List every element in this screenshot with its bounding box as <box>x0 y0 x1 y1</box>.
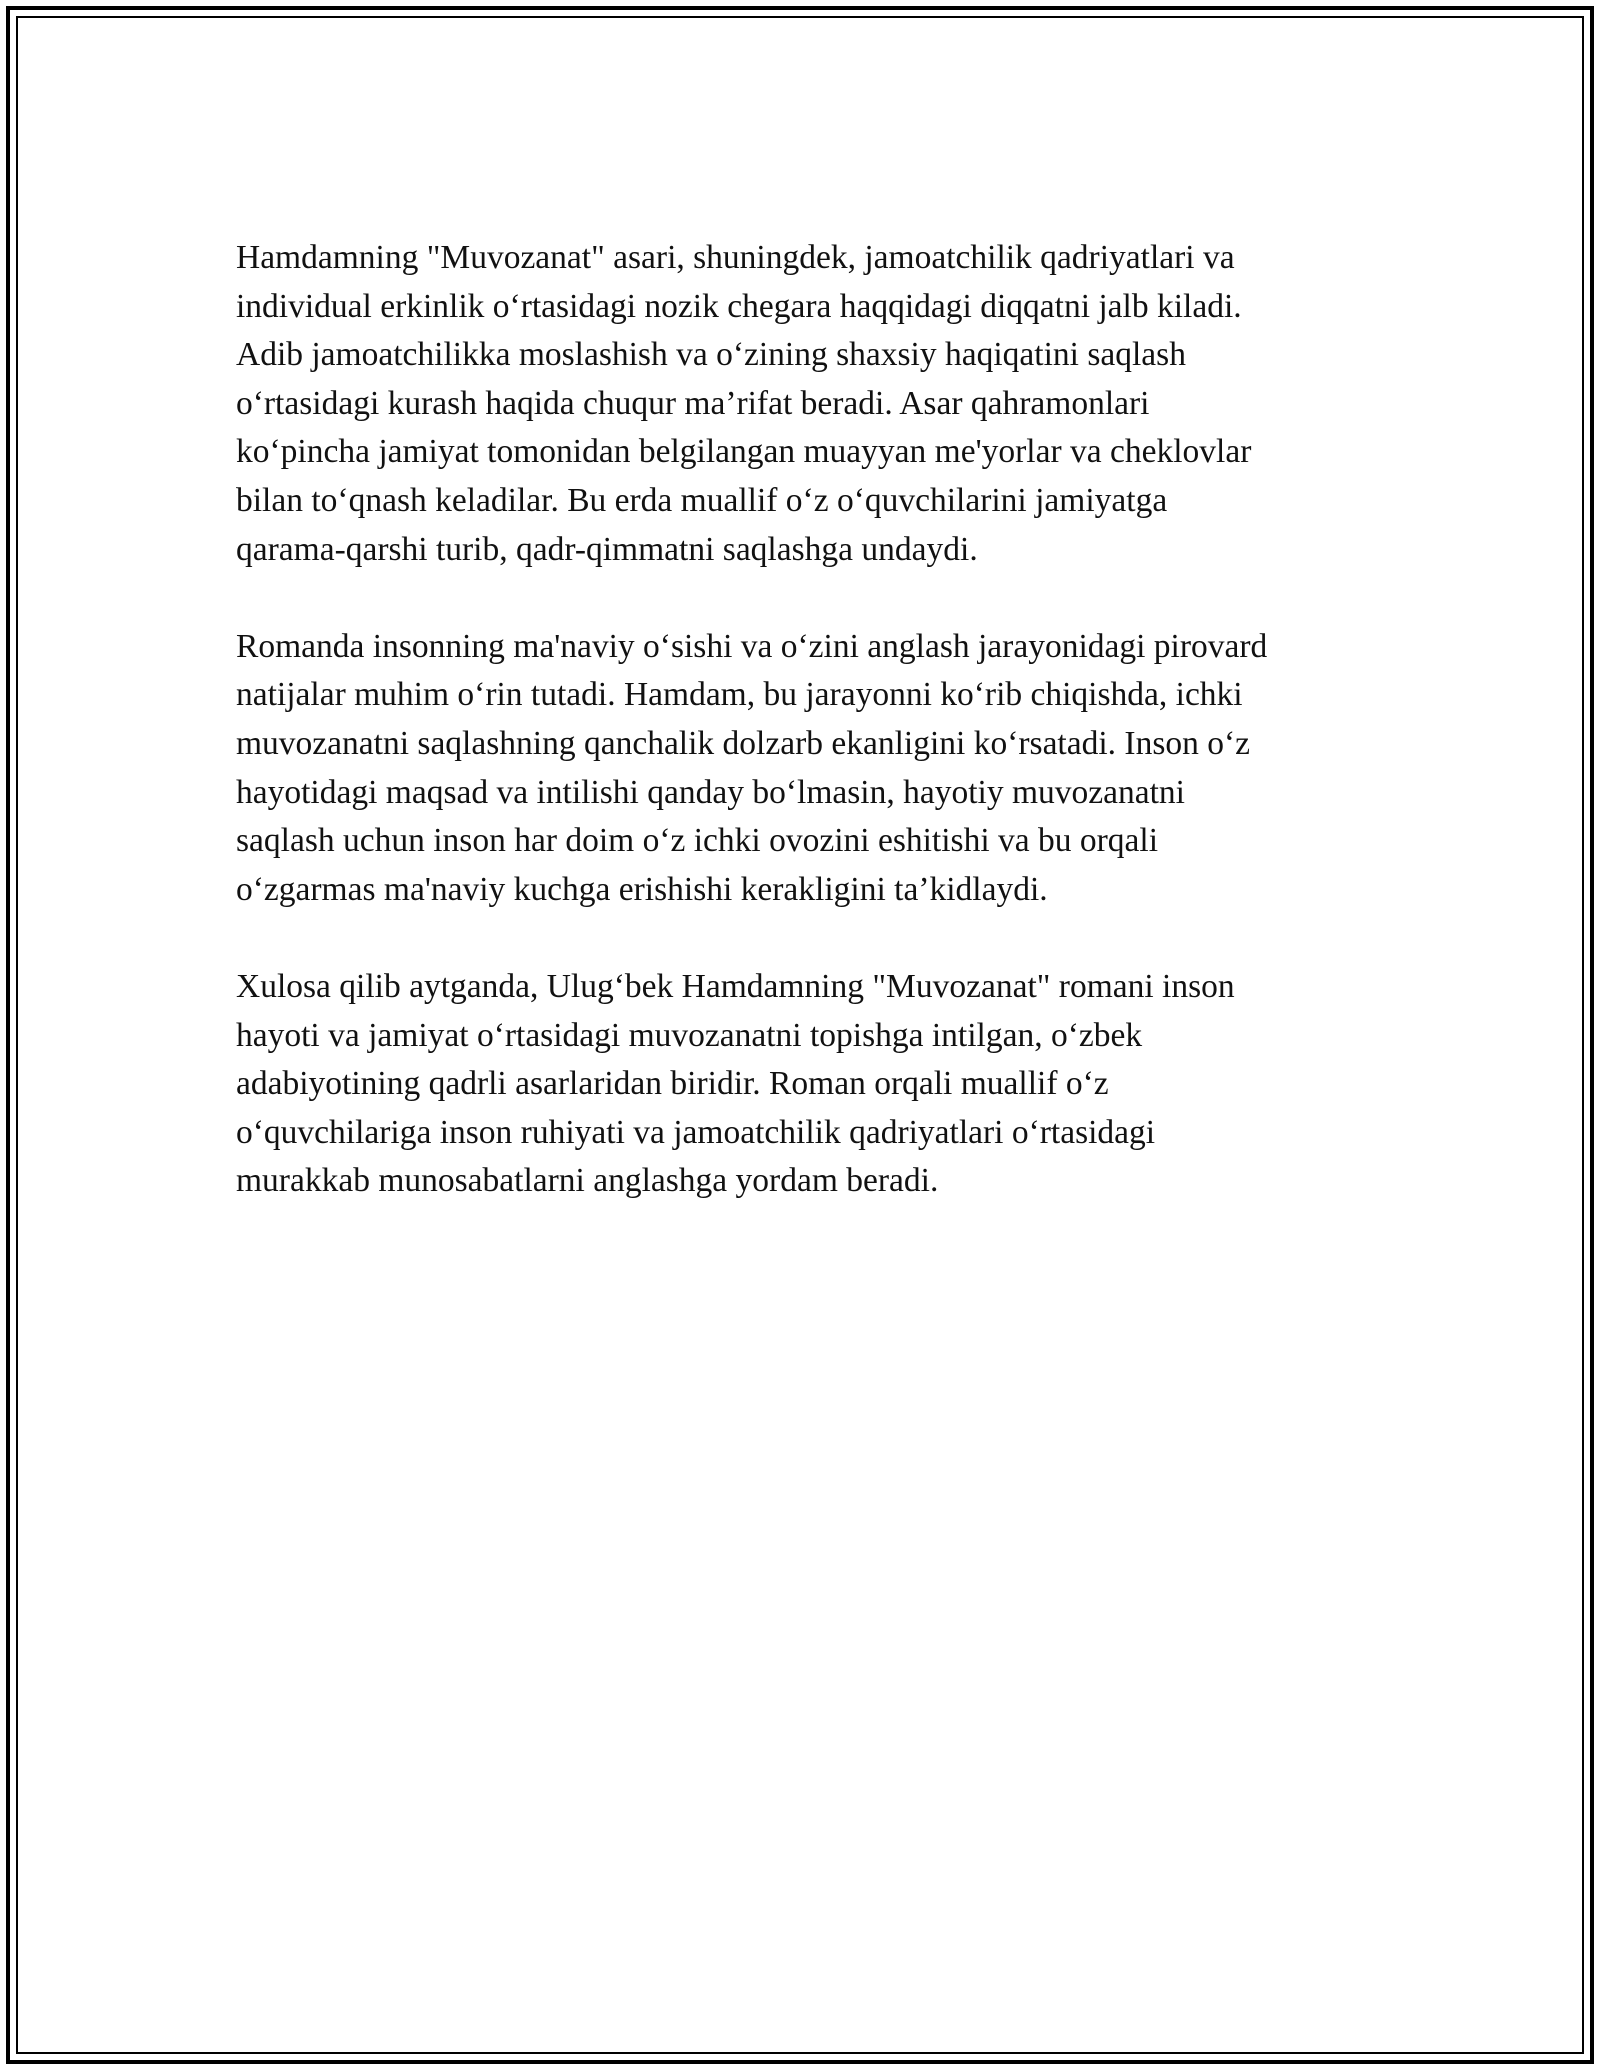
text-line: hayoti va jamiyat oʻrtasidagi muvozanatni topishga intilgan, oʻzbek <box>236 1016 1143 1054</box>
paragraph-2 <box>236 623 1376 915</box>
text-line: Hamdamning "Muvozanat" asari, shuningdek, jamoatchilik qadriyatlari va <box>236 239 1235 276</box>
text-line: bilan toʻqnash keladilar. Bu erda muallif oʻz oʻquvchilarini jamiyatga <box>236 481 1168 519</box>
text-line: Adib jamoatchilikka moslashish va oʻzining shaxsiy haqiqatini saqlash <box>236 336 1186 374</box>
text-line: murakkab munosabatlarni anglashga yordam beradi. <box>236 1162 939 1200</box>
text-line: oʻquvchilariga inson ruhiyati va jamoatchilik qadriyatlari oʻrtasidagi <box>236 1113 1156 1151</box>
text-line: qarama-qarshi turib, qadr-qimmatni saqlashga undaydi. <box>236 530 978 568</box>
text-line: natijalar muhim oʻrin tutadi. Hamdam, bu jarayonni koʻrib chiqishda, ichki <box>236 676 1243 714</box>
text-line: oʻzgarmas ma'naviy kuchga erishishi kerakligini ta’kidlaydi. <box>236 870 1048 908</box>
text-line: oʻrtasidagi kurash haqida chuqur ma’rifat beradi. Asar qahramonlari <box>236 384 1150 422</box>
text-line: muvozanatni saqlashning qanchalik dolzarb ekanligini koʻrsatadi. Inson oʻz <box>236 724 1251 762</box>
text-line: hayotidagi maqsad va intilishi qanday boʻlmasin, hayotiy muvozanatni <box>236 773 1185 811</box>
paragraph-1 <box>236 234 1376 574</box>
text-line: Romanda insonning ma'naviy oʻsishi va oʻzini anglash jarayonidagi pirovard <box>236 627 1268 665</box>
text-line: Xulosa qilib aytganda, Ulugʻbek Hamdamning "Muvozanat" romani inson <box>236 967 1235 1005</box>
text-line: saqlash uchun inson har doim oʻz ichki ovozini eshitishi va bu orqali <box>236 822 1159 860</box>
text-line: koʻpincha jamiyat tomonidan belgilangan muayyan me'yorlar va cheklovlar <box>236 433 1252 471</box>
document-body <box>236 234 1376 1254</box>
text-line: adabiyotining qadrli asarlaridan biridir. Roman orqali muallif oʻz <box>236 1065 1109 1103</box>
text-line: individual erkinlik oʻrtasidagi nozik chegara haqqidagi diqqatni jalb kiladi. <box>236 287 1242 325</box>
paragraph-3 <box>236 963 1376 1206</box>
